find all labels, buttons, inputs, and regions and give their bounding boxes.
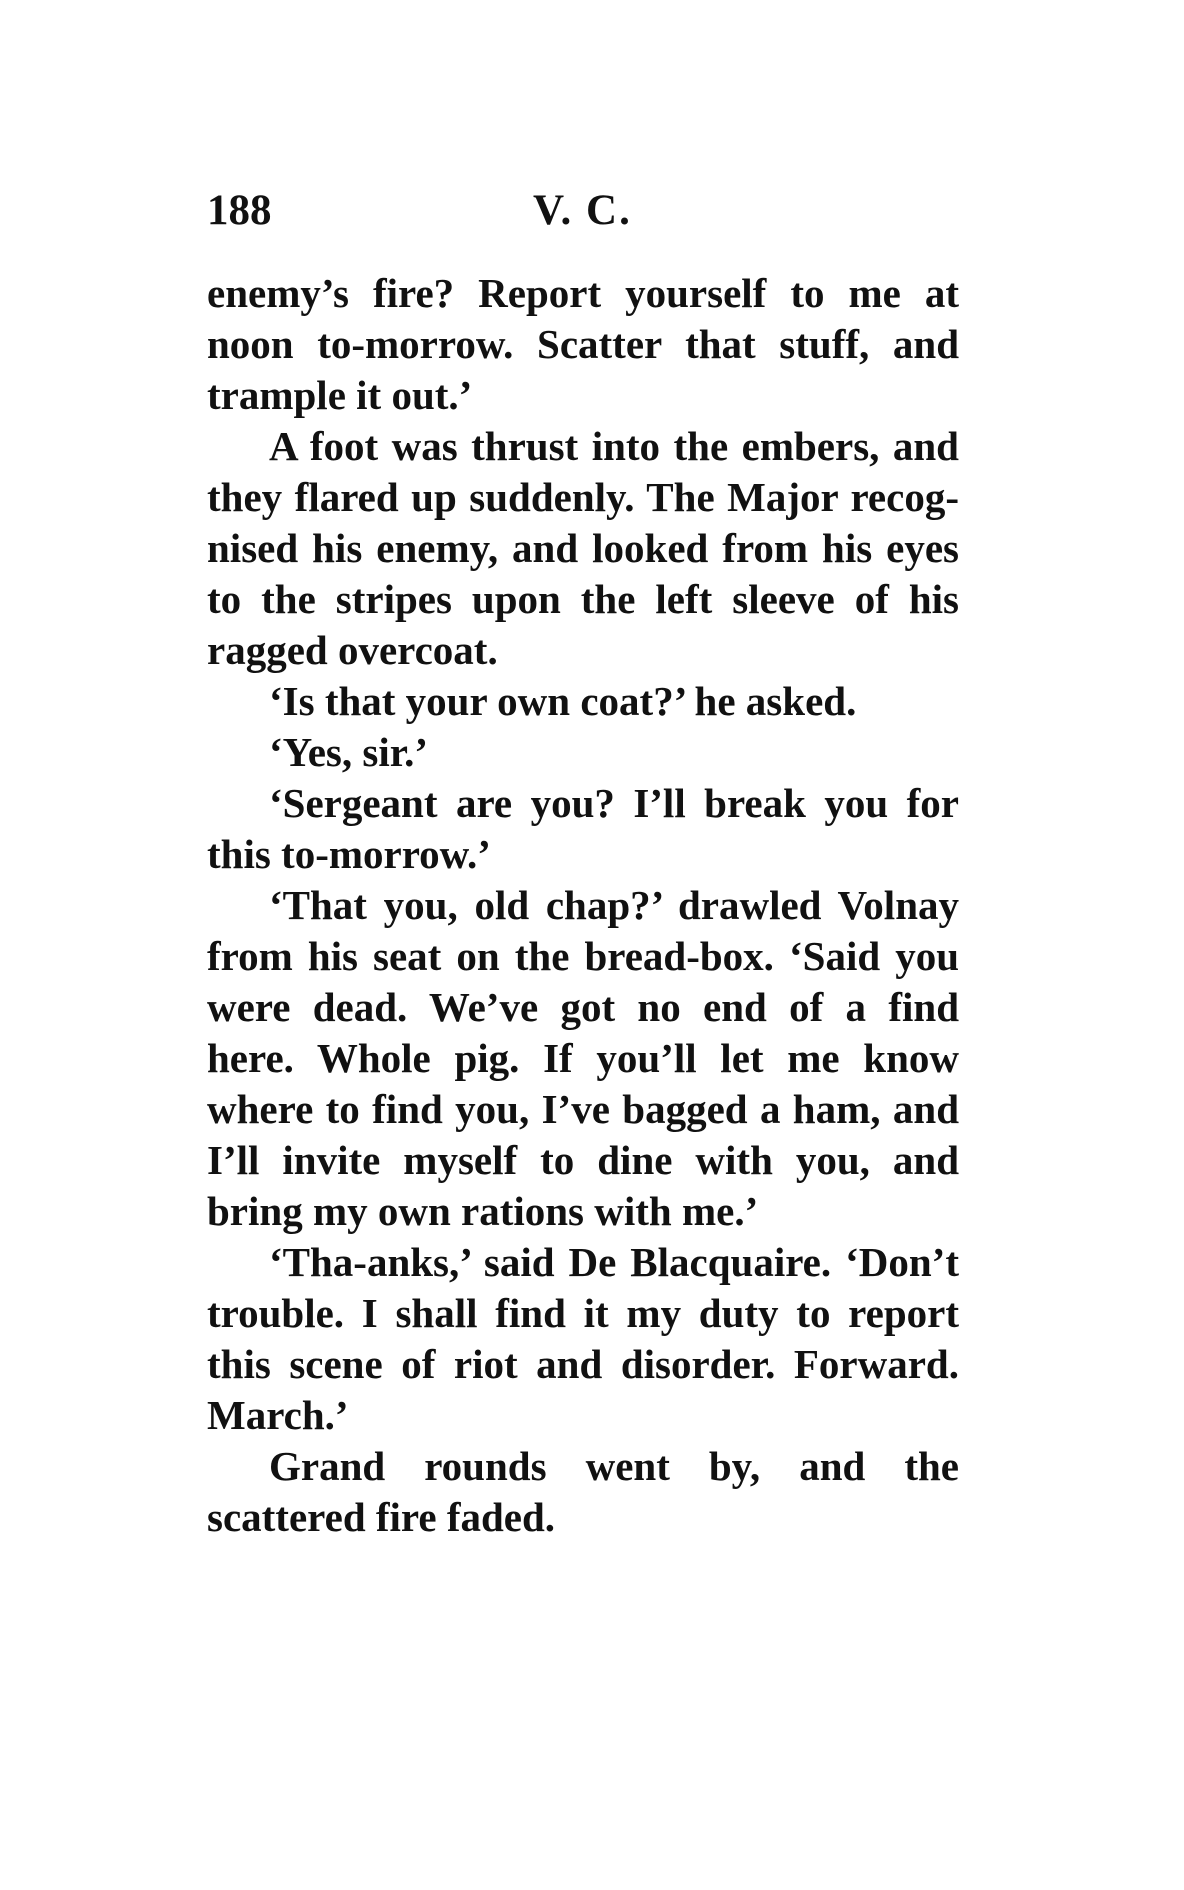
paragraph-continued: enemy’s fire? Report yourself to me at noon to-morrow. Scatter that stuff, and trample it out.’ bbox=[207, 270, 959, 418]
page-header bbox=[207, 186, 959, 240]
paragraph: ‘Tha-anks,’ said De Blacquaire. ‘Don’t trouble. I shall find it my duty to report this scene of riot and disorder. Forward. March.’ bbox=[207, 1239, 959, 1438]
paragraph: A foot was thrust into the embers, and they flared up suddenly. The Major recognised his enemy, and looked from his eyes to the stripes upon the left sleeve of his ragged overcoat. bbox=[207, 423, 959, 673]
paragraph: ‘Yes, sir.’ bbox=[269, 729, 429, 775]
paragraph: ‘That you, old chap?’ drawled Volnay from his seat on the bread-box. ‘Said you were dead. We’ve got no end of a find here. Whole pig. If you’ll let me know where to find you, I’ve bagged a ham, and I’ll invite myself to dine with you, and bring my own rations with me.’ bbox=[207, 882, 959, 1234]
paragraph: Grand rounds went by, and the scattered fire faded. bbox=[207, 1443, 959, 1540]
paragraph: ‘Sergeant are you? I’ll break you for this to-morrow.’ bbox=[207, 780, 959, 877]
paragraph: ‘Is that your own coat?’ he asked. bbox=[269, 678, 857, 724]
running-title: V. C. bbox=[533, 187, 632, 234]
body-text bbox=[207, 268, 959, 1543]
page-number: 188 bbox=[207, 187, 272, 234]
